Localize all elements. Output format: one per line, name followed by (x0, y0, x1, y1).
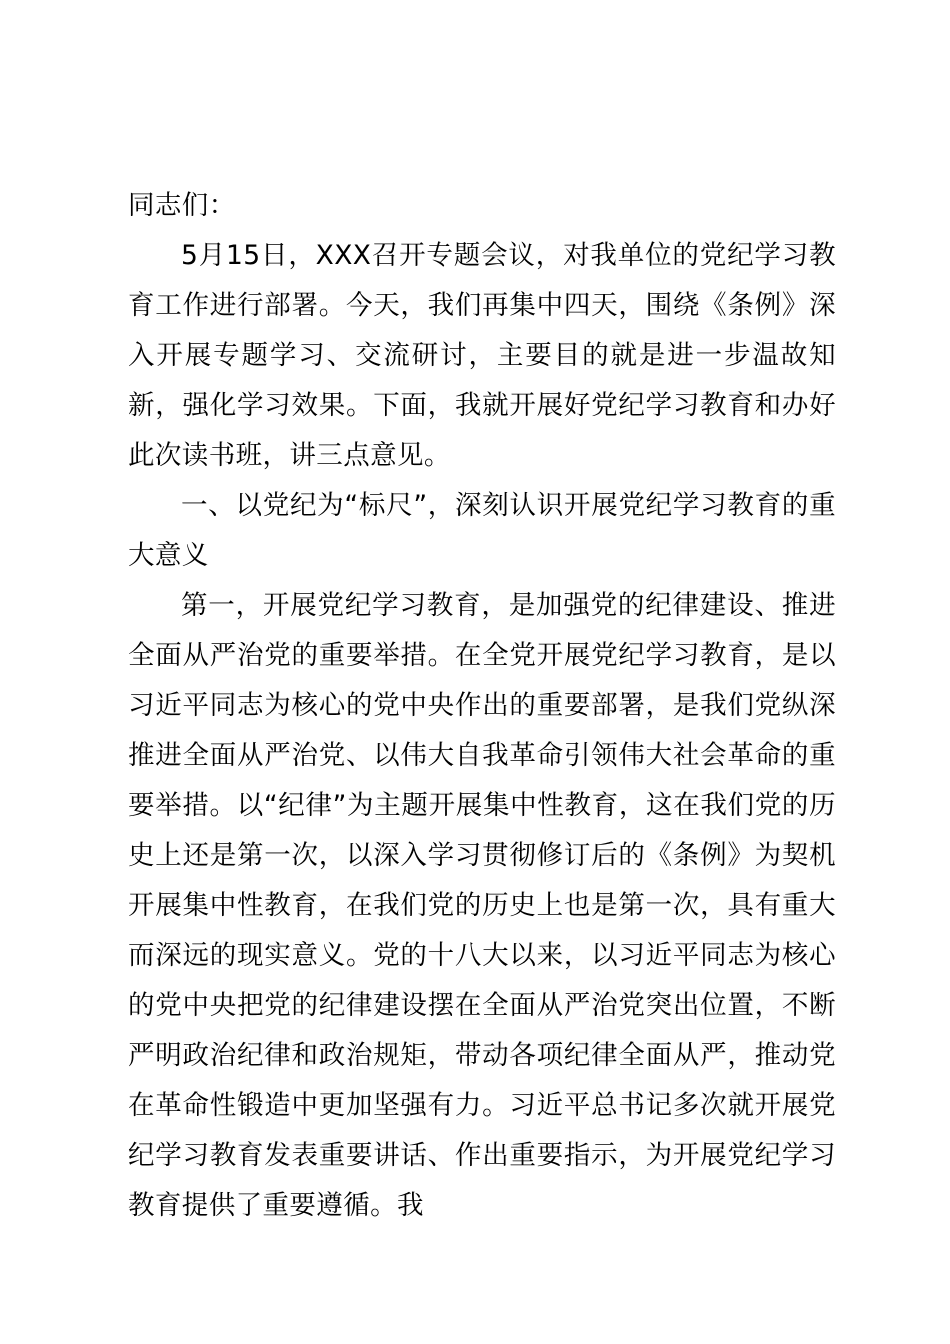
section-heading: 一、以党纪为“标尺”，深刻认识开展党纪学习教育的重大意义 (128, 490, 836, 571)
document-body (128, 181, 836, 1231)
salutation: 同志们： (128, 190, 236, 221)
intro-paragraph: 5月15日，XXX召开专题会议，对我单位的党纪学习教育工作进行部署。今天，我们再集中四天，围绕《条例》深入开展专题学习、交流研讨，主要目的就是进一步温故知新，强化学习效果。下面，我就开展好党纪学习教育和办好此次读书班，讲三点意见。 (128, 240, 836, 471)
body-paragraph: 第一，开展党纪学习教育，是加强党的纪律建设、推进全面从严治党的重要举措。在全党开展党纪学习教育，是以习近平同志为核心的党中央作出的重要部署，是我们党纵深推进全面从严治党、以伟大自我革命引领伟大社会革命的重要举措。以“纪律”为主题开展集中性教育，这在我们党的历史上还是第一次，以深入学习贯彻修订后的《条例》为契机开展集中性教育，在我们党的历史上也是第一次，具有重大而深远的现实意义。党的十八大以来，以习近平同志为核心的党中央把党的纪律建设摆在全面从严治党突出位置，不断严明政治纪律和政治规矩，带动各项纪律全面从严，推动党在革命性锻造中更加坚强有力。习近平总书记多次就开展党纪学习教育发表重要讲话、作出重要指示，为开展党纪学习教育提供了重要遵循。我 (128, 590, 836, 1221)
